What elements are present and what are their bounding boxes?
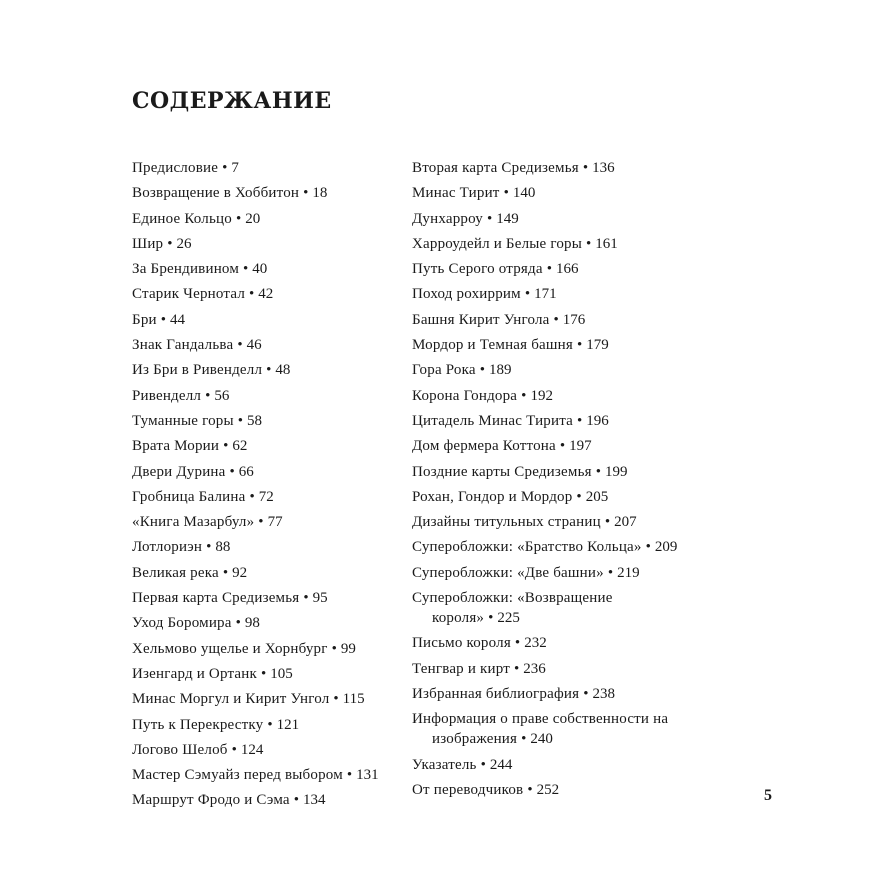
toc-entry-title: Дунхарроу: [412, 210, 483, 227]
toc-entry-page: 44: [170, 311, 186, 328]
toc-entry-page: 176: [562, 311, 586, 328]
toc-entry-title: Бри: [132, 311, 157, 328]
toc-entry: [132, 790, 397, 810]
toc-entry-title: Гробница Балина: [132, 488, 246, 505]
toc-entry-separator: •: [258, 514, 264, 531]
toc-entry-page: 179: [586, 337, 609, 354]
toc-entry: [412, 183, 702, 203]
toc-entry-title: От переводчиков: [412, 781, 524, 798]
toc-entry-separator: •: [231, 741, 237, 758]
toc-entry-separator: •: [607, 564, 614, 581]
toc-entry-separator: •: [488, 610, 494, 627]
toc-entry: [132, 259, 397, 279]
toc-entry: [132, 183, 397, 203]
toc-entry-page: 209: [654, 539, 678, 556]
toc-entry: [412, 684, 702, 704]
toc-entry-page: 134: [303, 792, 326, 809]
toc-entry-page: 115: [342, 691, 365, 708]
toc-entry-title: Минас Моргул и Кирит Унгол: [132, 691, 330, 708]
toc-entry-separator: •: [480, 756, 486, 773]
toc-entry-separator: •: [160, 311, 167, 328]
toc-entry-title: Цитадель Минас Тирита: [412, 412, 574, 429]
toc-entry-separator: •: [577, 412, 583, 429]
toc-entry-page: 99: [340, 640, 356, 657]
toc-entry-separator: •: [527, 781, 533, 798]
toc-entry-title: Ривенделл: [132, 387, 202, 404]
toc-entry: [132, 537, 397, 557]
toc-entry-page: 56: [214, 387, 230, 404]
toc-entry-title: Харроудейл и Белые горы: [412, 235, 583, 252]
toc-entry-title: Путь к Перекрестку: [132, 716, 264, 733]
toc-entry-page: 199: [605, 463, 628, 480]
toc-entry: [132, 512, 397, 532]
toc-entry-title: Башня Кирит Унгола: [412, 311, 550, 328]
toc-entry-page: 77: [267, 514, 283, 531]
toc-entry-page: 95: [312, 590, 328, 607]
toc-entry-separator: •: [237, 337, 243, 354]
toc-entry: [412, 659, 702, 679]
toc-entry: [132, 386, 397, 406]
toc-entry-title: Возвращение в Хоббитон: [132, 185, 300, 202]
toc-entry-page: 244: [489, 756, 513, 773]
toc-entry: [132, 740, 397, 760]
toc-left-column: [132, 158, 397, 816]
toc-entry-separator: •: [479, 362, 486, 379]
toc-entry: [412, 335, 702, 355]
toc-entry-title: Старик Чернотал: [132, 286, 246, 303]
toc-entry: [412, 158, 702, 178]
toc-entry-page: 205: [585, 488, 609, 505]
toc-entry-page: 105: [270, 665, 293, 682]
toc-entry-title: Врата Мории: [132, 438, 220, 455]
toc-entry-separator: •: [223, 438, 229, 455]
toc-entry-title: Хельмово ущелье и Хорнбург: [132, 640, 328, 657]
toc-entry-title: Тенгвар и кирт: [412, 660, 510, 677]
page-title: СОДЕРЖАНИЕ: [132, 88, 332, 114]
toc-entry: [412, 709, 702, 749]
toc-entry-separator: •: [237, 412, 244, 429]
toc-entry-page: 7: [231, 160, 239, 176]
toc-entry: [412, 537, 702, 557]
toc-entry-title: Изенгард и Ортанк: [132, 665, 257, 682]
toc-entry-title: Минас Тирит: [412, 185, 500, 202]
toc-entry-page: 192: [530, 387, 553, 404]
toc-entry-title: Информация о праве собственности на изображения: [412, 711, 669, 748]
toc-entry-title: Уход Боромира: [132, 615, 232, 632]
toc-entry: [132, 335, 397, 355]
toc-entry-title: Поздние карты Средиземья: [412, 463, 592, 480]
toc-entry-separator: •: [205, 387, 211, 404]
toc-entry-page: 252: [536, 781, 560, 798]
toc-entry-separator: •: [229, 463, 235, 480]
toc-entry: [132, 715, 397, 735]
toc-entry-title: Первая карта Средиземья: [132, 590, 300, 607]
toc-entry-separator: •: [586, 235, 592, 252]
toc-entry-separator: •: [167, 235, 173, 252]
toc-entry: [412, 310, 702, 330]
toc-entry-title: Указатель: [412, 756, 477, 773]
toc-entry-separator: •: [582, 160, 589, 176]
toc-entry: [412, 588, 702, 628]
toc-entry-page: 207: [614, 514, 637, 531]
toc-entry: [132, 234, 397, 254]
toc-entry-page: 149: [496, 210, 519, 227]
toc-entry-separator: •: [503, 185, 509, 202]
toc-entry-page: 121: [276, 716, 300, 733]
toc-entry-title: Знак Гандальва: [132, 337, 234, 354]
toc-entry: [132, 360, 397, 380]
toc-entry-title: Из Бри в Ривенделл: [132, 362, 263, 379]
toc-entry-separator: •: [576, 488, 582, 505]
toc-entry: [412, 755, 702, 775]
toc-entry-title: Великая река: [132, 564, 219, 581]
toc-entry: [412, 411, 702, 431]
toc-entry-title: «Книга Мазарбул»: [132, 514, 255, 531]
toc-entry-page: 20: [245, 210, 261, 227]
toc-entry: [412, 487, 702, 507]
toc-entry-title: Вторая карта Средиземья: [412, 160, 579, 176]
toc-entry: [412, 386, 702, 406]
toc-entry: [132, 639, 397, 659]
toc-entry-title: Предисловие: [132, 160, 219, 176]
toc-entry-separator: •: [235, 615, 241, 632]
toc-entry-page: 88: [215, 539, 231, 556]
toc-entry-separator: •: [222, 564, 229, 581]
toc-entry-separator: •: [249, 488, 255, 505]
toc-entry: [132, 588, 397, 608]
toc-entry-title: Шир: [132, 235, 164, 252]
toc-entry-page: 196: [586, 412, 609, 429]
toc-entry-separator: •: [266, 362, 272, 379]
toc-entry-page: 189: [489, 362, 512, 379]
toc-entry-separator: •: [243, 261, 249, 278]
toc-entry-separator: •: [222, 160, 228, 176]
toc-entry-separator: •: [293, 792, 300, 809]
toc-entry-page: 197: [569, 438, 592, 455]
toc-entry-page: 236: [523, 660, 546, 677]
toc-entry: [132, 613, 397, 633]
toc-entry-separator: •: [583, 685, 589, 702]
toc-entry: [132, 284, 397, 304]
toc-entry-title: Дизайны титульных страниц: [412, 514, 601, 531]
toc-entry: [132, 158, 397, 178]
toc-entry: [132, 209, 397, 229]
toc-entry-separator: •: [595, 463, 601, 480]
toc-entry: [132, 563, 397, 583]
toc-entry: [412, 209, 702, 229]
toc-entry-separator: •: [235, 210, 242, 227]
toc-entry-page: 232: [524, 635, 547, 652]
toc-entry-page: 48: [275, 362, 291, 379]
toc-entry-page: 219: [617, 564, 640, 581]
toc-entry-separator: •: [524, 286, 531, 303]
toc-entry-page: 161: [595, 235, 618, 252]
toc-entry-title: Двери Дурина: [132, 463, 226, 480]
toc-entry-separator: •: [521, 387, 527, 404]
toc-entry: [412, 512, 702, 532]
toc-entry-page: 136: [592, 160, 615, 176]
toc-entry-separator: •: [576, 337, 583, 354]
toc-entry-page: 131: [356, 767, 379, 784]
page-number: 5: [764, 787, 772, 804]
toc-entry-separator: •: [333, 691, 339, 708]
toc-entry: [412, 780, 702, 800]
toc-entry-page: 92: [232, 564, 248, 581]
toc-entry-title: Логово Шелоб: [132, 741, 228, 758]
toc-entry-title: Поход рохиррим: [412, 286, 521, 303]
toc-entry-page: 225: [497, 610, 520, 627]
toc-entry: [132, 411, 397, 431]
toc-entry: [132, 436, 397, 456]
toc-entry-page: 26: [176, 235, 192, 252]
toc-entry-separator: •: [331, 640, 337, 657]
toc-entry-page: 46: [246, 337, 262, 354]
toc-entry-title: Гора Рока: [412, 362, 476, 379]
toc-entry-page: 18: [312, 185, 328, 202]
toc-entry: [132, 765, 397, 785]
toc-entry-title: Суперобложки: «Братство Кольца»: [412, 539, 642, 556]
toc-entry-title: Корона Гондора: [412, 387, 518, 404]
toc-entry: [132, 487, 397, 507]
toc-entry-separator: •: [521, 731, 527, 748]
toc-entry: [132, 462, 397, 482]
toc-entry: [412, 462, 702, 482]
toc-entry-page: 98: [244, 615, 260, 632]
toc-entry-separator: •: [553, 311, 559, 328]
toc-entry-page: 124: [240, 741, 264, 758]
toc-entry-page: 58: [247, 412, 263, 429]
toc-entry: [132, 664, 397, 684]
toc-entry-page: 171: [534, 286, 557, 303]
toc-entry-separator: •: [486, 210, 493, 227]
toc-entry: [412, 259, 702, 279]
toc-entry: [412, 563, 702, 583]
toc-entry-page: 166: [555, 261, 579, 278]
toc-entry-separator: •: [645, 539, 651, 556]
toc-entry-separator: •: [546, 261, 552, 278]
toc-entry-separator: •: [514, 635, 521, 652]
toc-entry-page: 140: [512, 185, 536, 202]
toc-right-column: [412, 158, 702, 805]
toc-entry-title: Единое Кольцо: [132, 210, 232, 227]
toc-entry-page: 66: [238, 463, 254, 480]
toc-entry-title: За Брендивином: [132, 261, 240, 278]
toc-entry-title: Дом фермера Коттона: [412, 438, 556, 455]
toc-entry: [412, 633, 702, 653]
toc-entry-page: 240: [530, 731, 553, 748]
toc-entry-separator: •: [249, 286, 255, 303]
toc-entry-title: Избранная библиография: [412, 685, 580, 702]
toc-entry-title: Маршрут Фродо и Сэма: [132, 792, 290, 809]
toc-entry: [412, 234, 702, 254]
toc-entry-title: Рохан, Гондор и Мордор: [412, 488, 573, 505]
toc-entry-separator: •: [303, 185, 309, 202]
toc-entry: [412, 360, 702, 380]
toc-entry-separator: •: [206, 539, 212, 556]
toc-entry-separator: •: [303, 590, 309, 607]
toc-entry-separator: •: [604, 514, 611, 531]
toc-entry-title: Суперобложки: «Возвращение короля»: [412, 590, 613, 627]
toc-entry-separator: •: [267, 716, 273, 733]
toc-entry-title: Суперобложки: «Две башни»: [412, 564, 604, 581]
toc-entry-separator: •: [260, 665, 267, 682]
toc-entry-page: 62: [232, 438, 248, 455]
toc-entry-page: 40: [252, 261, 268, 278]
toc-entry-separator: •: [346, 767, 353, 784]
toc-entry-title: Туманные горы: [132, 412, 234, 429]
toc-entry-page: 72: [258, 488, 274, 505]
toc-entry-page: 238: [592, 685, 615, 702]
toc-entry: [132, 689, 397, 709]
toc-entry-title: Мастер Сэмуайз перед выбором: [132, 767, 343, 784]
toc-entry-page: 42: [258, 286, 274, 303]
toc-entry-title: Мордор и Темная башня: [412, 337, 573, 354]
toc-entry: [412, 436, 702, 456]
toc-entry: [132, 310, 397, 330]
toc-entry-separator: •: [513, 660, 520, 677]
toc-entry-title: Путь Серого отряда: [412, 261, 543, 278]
toc-entry-separator: •: [559, 438, 566, 455]
toc-entry-title: Лотлориэн: [132, 539, 203, 556]
toc-entry: [412, 284, 702, 304]
toc-entry-title: Письмо короля: [412, 635, 511, 652]
